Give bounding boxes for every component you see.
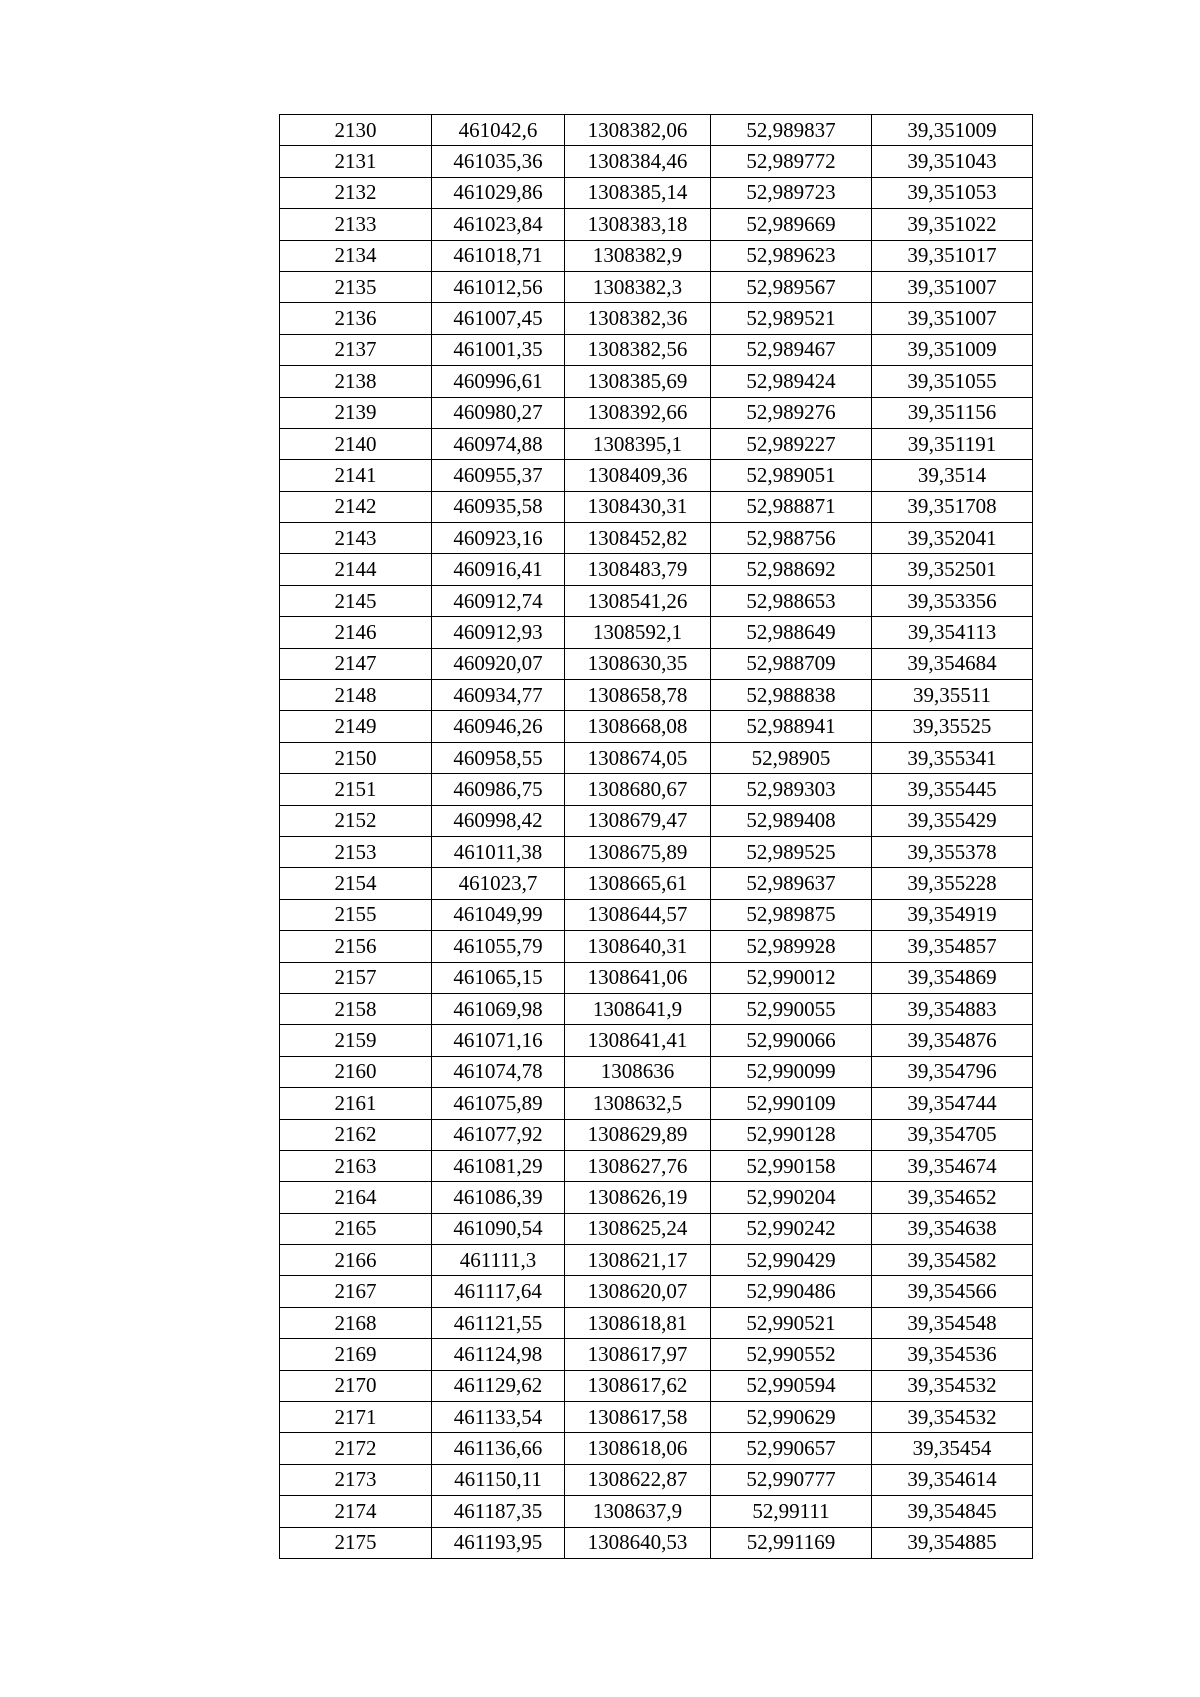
point-number-cell: 2133 — [280, 209, 432, 240]
point-number-cell: 2153 — [280, 836, 432, 867]
x-coordinate-cell: 460986,75 — [432, 774, 565, 805]
longitude-cell: 39,354885 — [872, 1527, 1033, 1558]
longitude-cell: 39,352501 — [872, 554, 1033, 585]
y-coordinate-cell: 1308621,17 — [565, 1245, 711, 1276]
longitude-cell: 39,351191 — [872, 428, 1033, 459]
longitude-cell: 39,354684 — [872, 648, 1033, 679]
x-coordinate-cell: 461133,54 — [432, 1402, 565, 1433]
x-coordinate-cell: 461018,71 — [432, 240, 565, 271]
table-row — [280, 523, 1033, 554]
table-row — [280, 993, 1033, 1024]
point-number-cell: 2151 — [280, 774, 432, 805]
y-coordinate-cell: 1308382,06 — [565, 115, 711, 146]
longitude-cell: 39,35525 — [872, 711, 1033, 742]
longitude-cell: 39,35454 — [872, 1433, 1033, 1464]
latitude-cell: 52,990066 — [711, 1025, 872, 1056]
table-row — [280, 868, 1033, 899]
longitude-cell: 39,355429 — [872, 805, 1033, 836]
x-coordinate-cell: 461069,98 — [432, 993, 565, 1024]
coordinates-table-body — [280, 115, 1033, 1559]
x-coordinate-cell: 460912,93 — [432, 617, 565, 648]
table-row — [280, 240, 1033, 271]
longitude-cell: 39,354113 — [872, 617, 1033, 648]
latitude-cell: 52,988838 — [711, 680, 872, 711]
table-row — [280, 428, 1033, 459]
latitude-cell: 52,990109 — [711, 1088, 872, 1119]
y-coordinate-cell: 1308675,89 — [565, 836, 711, 867]
point-number-cell: 2171 — [280, 1402, 432, 1433]
y-coordinate-cell: 1308592,1 — [565, 617, 711, 648]
y-coordinate-cell: 1308384,46 — [565, 146, 711, 177]
latitude-cell: 52,990158 — [711, 1150, 872, 1181]
table-row — [280, 962, 1033, 993]
longitude-cell: 39,354614 — [872, 1464, 1033, 1495]
longitude-cell: 39,354705 — [872, 1119, 1033, 1150]
y-coordinate-cell: 1308382,56 — [565, 334, 711, 365]
y-coordinate-cell: 1308632,5 — [565, 1088, 711, 1119]
longitude-cell: 39,355341 — [872, 742, 1033, 773]
x-coordinate-cell: 460934,77 — [432, 680, 565, 711]
x-coordinate-cell: 461121,55 — [432, 1307, 565, 1338]
longitude-cell: 39,351156 — [872, 397, 1033, 428]
y-coordinate-cell: 1308617,62 — [565, 1370, 711, 1401]
y-coordinate-cell: 1308641,41 — [565, 1025, 711, 1056]
longitude-cell: 39,354744 — [872, 1088, 1033, 1119]
y-coordinate-cell: 1308382,3 — [565, 271, 711, 302]
table-row — [280, 146, 1033, 177]
longitude-cell: 39,354857 — [872, 931, 1033, 962]
x-coordinate-cell: 461042,6 — [432, 115, 565, 146]
y-coordinate-cell: 1308392,66 — [565, 397, 711, 428]
point-number-cell: 2142 — [280, 491, 432, 522]
latitude-cell: 52,990552 — [711, 1339, 872, 1370]
longitude-cell: 39,354919 — [872, 899, 1033, 930]
latitude-cell: 52,988871 — [711, 491, 872, 522]
point-number-cell: 2141 — [280, 460, 432, 491]
table-row — [280, 397, 1033, 428]
y-coordinate-cell: 1308637,9 — [565, 1496, 711, 1527]
x-coordinate-cell: 461071,16 — [432, 1025, 565, 1056]
latitude-cell: 52,989875 — [711, 899, 872, 930]
y-coordinate-cell: 1308658,78 — [565, 680, 711, 711]
point-number-cell: 2143 — [280, 523, 432, 554]
y-coordinate-cell: 1308679,47 — [565, 805, 711, 836]
point-number-cell: 2144 — [280, 554, 432, 585]
x-coordinate-cell: 461074,78 — [432, 1056, 565, 1087]
latitude-cell: 52,990657 — [711, 1433, 872, 1464]
x-coordinate-cell: 461011,38 — [432, 836, 565, 867]
latitude-cell: 52,990204 — [711, 1182, 872, 1213]
latitude-cell: 52,989525 — [711, 836, 872, 867]
longitude-cell: 39,353356 — [872, 585, 1033, 616]
x-coordinate-cell: 461090,54 — [432, 1213, 565, 1244]
x-coordinate-cell: 461117,64 — [432, 1276, 565, 1307]
x-coordinate-cell: 461086,39 — [432, 1182, 565, 1213]
longitude-cell: 39,354532 — [872, 1370, 1033, 1401]
y-coordinate-cell: 1308627,76 — [565, 1150, 711, 1181]
x-coordinate-cell: 461136,66 — [432, 1433, 565, 1464]
point-number-cell: 2162 — [280, 1119, 432, 1150]
x-coordinate-cell: 461023,84 — [432, 209, 565, 240]
latitude-cell: 52,988941 — [711, 711, 872, 742]
table-row — [280, 680, 1033, 711]
point-number-cell: 2161 — [280, 1088, 432, 1119]
table-row — [280, 1370, 1033, 1401]
y-coordinate-cell: 1308452,82 — [565, 523, 711, 554]
point-number-cell: 2137 — [280, 334, 432, 365]
point-number-cell: 2140 — [280, 428, 432, 459]
longitude-cell: 39,351009 — [872, 115, 1033, 146]
latitude-cell: 52,988649 — [711, 617, 872, 648]
latitude-cell: 52,989623 — [711, 240, 872, 271]
point-number-cell: 2147 — [280, 648, 432, 679]
table-row — [280, 1339, 1033, 1370]
point-number-cell: 2167 — [280, 1276, 432, 1307]
point-number-cell: 2159 — [280, 1025, 432, 1056]
longitude-cell: 39,354638 — [872, 1213, 1033, 1244]
y-coordinate-cell: 1308618,81 — [565, 1307, 711, 1338]
table-row — [280, 1150, 1033, 1181]
latitude-cell: 52,99111 — [711, 1496, 872, 1527]
latitude-cell: 52,989303 — [711, 774, 872, 805]
point-number-cell: 2130 — [280, 115, 432, 146]
point-number-cell: 2175 — [280, 1527, 432, 1558]
table-row — [280, 899, 1033, 930]
x-coordinate-cell: 461111,3 — [432, 1245, 565, 1276]
y-coordinate-cell: 1308640,31 — [565, 931, 711, 962]
point-number-cell: 2169 — [280, 1339, 432, 1370]
point-number-cell: 2136 — [280, 303, 432, 334]
table-row — [280, 1307, 1033, 1338]
longitude-cell: 39,351009 — [872, 334, 1033, 365]
latitude-cell: 52,990012 — [711, 962, 872, 993]
y-coordinate-cell: 1308382,9 — [565, 240, 711, 271]
longitude-cell: 39,35511 — [872, 680, 1033, 711]
point-number-cell: 2139 — [280, 397, 432, 428]
point-number-cell: 2172 — [280, 1433, 432, 1464]
latitude-cell: 52,990099 — [711, 1056, 872, 1087]
longitude-cell: 39,352041 — [872, 523, 1033, 554]
latitude-cell: 52,989521 — [711, 303, 872, 334]
latitude-cell: 52,990128 — [711, 1119, 872, 1150]
table-row — [280, 1088, 1033, 1119]
x-coordinate-cell: 460955,37 — [432, 460, 565, 491]
longitude-cell: 39,351007 — [872, 271, 1033, 302]
table-row — [280, 585, 1033, 616]
latitude-cell: 52,990429 — [711, 1245, 872, 1276]
latitude-cell: 52,990055 — [711, 993, 872, 1024]
table-row — [280, 1213, 1033, 1244]
longitude-cell: 39,354869 — [872, 962, 1033, 993]
table-row — [280, 711, 1033, 742]
point-number-cell: 2166 — [280, 1245, 432, 1276]
latitude-cell: 52,990594 — [711, 1370, 872, 1401]
point-number-cell: 2155 — [280, 899, 432, 930]
latitude-cell: 52,989227 — [711, 428, 872, 459]
y-coordinate-cell: 1308636 — [565, 1056, 711, 1087]
longitude-cell: 39,351053 — [872, 177, 1033, 208]
x-coordinate-cell: 460996,61 — [432, 366, 565, 397]
longitude-cell: 39,351017 — [872, 240, 1033, 271]
x-coordinate-cell: 460916,41 — [432, 554, 565, 585]
point-number-cell: 2154 — [280, 868, 432, 899]
longitude-cell: 39,351055 — [872, 366, 1033, 397]
x-coordinate-cell: 460946,26 — [432, 711, 565, 742]
table-row — [280, 491, 1033, 522]
y-coordinate-cell: 1308626,19 — [565, 1182, 711, 1213]
point-number-cell: 2138 — [280, 366, 432, 397]
x-coordinate-cell: 461193,95 — [432, 1527, 565, 1558]
point-number-cell: 2132 — [280, 177, 432, 208]
longitude-cell: 39,355228 — [872, 868, 1033, 899]
latitude-cell: 52,990486 — [711, 1276, 872, 1307]
y-coordinate-cell: 1308625,24 — [565, 1213, 711, 1244]
longitude-cell: 39,3514 — [872, 460, 1033, 491]
latitude-cell: 52,990777 — [711, 1464, 872, 1495]
y-coordinate-cell: 1308641,9 — [565, 993, 711, 1024]
longitude-cell: 39,354883 — [872, 993, 1033, 1024]
table-row — [280, 366, 1033, 397]
y-coordinate-cell: 1308665,61 — [565, 868, 711, 899]
latitude-cell: 52,989669 — [711, 209, 872, 240]
x-coordinate-cell: 461187,35 — [432, 1496, 565, 1527]
latitude-cell: 52,990629 — [711, 1402, 872, 1433]
coordinates-table — [279, 114, 1033, 1559]
longitude-cell: 39,354674 — [872, 1150, 1033, 1181]
table-row — [280, 460, 1033, 491]
x-coordinate-cell: 460912,74 — [432, 585, 565, 616]
x-coordinate-cell: 461007,45 — [432, 303, 565, 334]
x-coordinate-cell: 461035,36 — [432, 146, 565, 177]
latitude-cell: 52,989424 — [711, 366, 872, 397]
latitude-cell: 52,989467 — [711, 334, 872, 365]
y-coordinate-cell: 1308680,67 — [565, 774, 711, 805]
y-coordinate-cell: 1308383,18 — [565, 209, 711, 240]
y-coordinate-cell: 1308629,89 — [565, 1119, 711, 1150]
table-row — [280, 774, 1033, 805]
longitude-cell: 39,354845 — [872, 1496, 1033, 1527]
point-number-cell: 2152 — [280, 805, 432, 836]
latitude-cell: 52,989723 — [711, 177, 872, 208]
latitude-cell: 52,990242 — [711, 1213, 872, 1244]
y-coordinate-cell: 1308630,35 — [565, 648, 711, 679]
table-row — [280, 742, 1033, 773]
point-number-cell: 2156 — [280, 931, 432, 962]
table-row — [280, 1433, 1033, 1464]
latitude-cell: 52,988653 — [711, 585, 872, 616]
y-coordinate-cell: 1308617,97 — [565, 1339, 711, 1370]
latitude-cell: 52,989051 — [711, 460, 872, 491]
latitude-cell: 52,988756 — [711, 523, 872, 554]
x-coordinate-cell: 461075,89 — [432, 1088, 565, 1119]
point-number-cell: 2158 — [280, 993, 432, 1024]
point-number-cell: 2157 — [280, 962, 432, 993]
longitude-cell: 39,351007 — [872, 303, 1033, 334]
x-coordinate-cell: 460935,58 — [432, 491, 565, 522]
table-row — [280, 931, 1033, 962]
longitude-cell: 39,355445 — [872, 774, 1033, 805]
x-coordinate-cell: 461012,56 — [432, 271, 565, 302]
y-coordinate-cell: 1308617,58 — [565, 1402, 711, 1433]
table-row — [280, 1245, 1033, 1276]
y-coordinate-cell: 1308430,31 — [565, 491, 711, 522]
longitude-cell: 39,355378 — [872, 836, 1033, 867]
latitude-cell: 52,98905 — [711, 742, 872, 773]
longitude-cell: 39,354876 — [872, 1025, 1033, 1056]
longitude-cell: 39,354536 — [872, 1339, 1033, 1370]
x-coordinate-cell: 460998,42 — [432, 805, 565, 836]
point-number-cell: 2134 — [280, 240, 432, 271]
point-number-cell: 2145 — [280, 585, 432, 616]
table-row — [280, 1182, 1033, 1213]
table-row — [280, 1025, 1033, 1056]
y-coordinate-cell: 1308541,26 — [565, 585, 711, 616]
x-coordinate-cell: 460920,07 — [432, 648, 565, 679]
table-row — [280, 271, 1033, 302]
longitude-cell: 39,354532 — [872, 1402, 1033, 1433]
x-coordinate-cell: 460974,88 — [432, 428, 565, 459]
x-coordinate-cell: 461055,79 — [432, 931, 565, 962]
x-coordinate-cell: 461124,98 — [432, 1339, 565, 1370]
x-coordinate-cell: 460923,16 — [432, 523, 565, 554]
x-coordinate-cell: 461150,11 — [432, 1464, 565, 1495]
y-coordinate-cell: 1308640,53 — [565, 1527, 711, 1558]
table-row — [280, 1496, 1033, 1527]
x-coordinate-cell: 461023,7 — [432, 868, 565, 899]
table-row — [280, 209, 1033, 240]
point-number-cell: 2173 — [280, 1464, 432, 1495]
point-number-cell: 2131 — [280, 146, 432, 177]
longitude-cell: 39,354796 — [872, 1056, 1033, 1087]
y-coordinate-cell: 1308483,79 — [565, 554, 711, 585]
y-coordinate-cell: 1308382,36 — [565, 303, 711, 334]
latitude-cell: 52,991169 — [711, 1527, 872, 1558]
y-coordinate-cell: 1308622,87 — [565, 1464, 711, 1495]
y-coordinate-cell: 1308641,06 — [565, 962, 711, 993]
table-row — [280, 177, 1033, 208]
y-coordinate-cell: 1308395,1 — [565, 428, 711, 459]
longitude-cell: 39,351022 — [872, 209, 1033, 240]
table-row — [280, 617, 1033, 648]
table-row — [280, 648, 1033, 679]
y-coordinate-cell: 1308618,06 — [565, 1433, 711, 1464]
table-row — [280, 303, 1033, 334]
latitude-cell: 52,989772 — [711, 146, 872, 177]
table-row — [280, 836, 1033, 867]
table-row — [280, 554, 1033, 585]
point-number-cell: 2160 — [280, 1056, 432, 1087]
x-coordinate-cell: 461001,35 — [432, 334, 565, 365]
latitude-cell: 52,988709 — [711, 648, 872, 679]
table-row — [280, 1402, 1033, 1433]
y-coordinate-cell: 1308385,14 — [565, 177, 711, 208]
table-row — [280, 334, 1033, 365]
y-coordinate-cell: 1308620,07 — [565, 1276, 711, 1307]
table-row — [280, 115, 1033, 146]
point-number-cell: 2149 — [280, 711, 432, 742]
x-coordinate-cell: 460958,55 — [432, 742, 565, 773]
table-row — [280, 1276, 1033, 1307]
point-number-cell: 2174 — [280, 1496, 432, 1527]
point-number-cell: 2170 — [280, 1370, 432, 1401]
table-row — [280, 1464, 1033, 1495]
point-number-cell: 2135 — [280, 271, 432, 302]
longitude-cell: 39,354652 — [872, 1182, 1033, 1213]
x-coordinate-cell: 461129,62 — [432, 1370, 565, 1401]
x-coordinate-cell: 460980,27 — [432, 397, 565, 428]
y-coordinate-cell: 1308385,69 — [565, 366, 711, 397]
point-number-cell: 2164 — [280, 1182, 432, 1213]
y-coordinate-cell: 1308674,05 — [565, 742, 711, 773]
x-coordinate-cell: 461077,92 — [432, 1119, 565, 1150]
x-coordinate-cell: 461049,99 — [432, 899, 565, 930]
x-coordinate-cell: 461029,86 — [432, 177, 565, 208]
table-row — [280, 1056, 1033, 1087]
longitude-cell: 39,354566 — [872, 1276, 1033, 1307]
latitude-cell: 52,989928 — [711, 931, 872, 962]
point-number-cell: 2146 — [280, 617, 432, 648]
table-row — [280, 1527, 1033, 1558]
point-number-cell: 2148 — [280, 680, 432, 711]
x-coordinate-cell: 461065,15 — [432, 962, 565, 993]
latitude-cell: 52,989408 — [711, 805, 872, 836]
point-number-cell: 2163 — [280, 1150, 432, 1181]
latitude-cell: 52,989637 — [711, 868, 872, 899]
y-coordinate-cell: 1308668,08 — [565, 711, 711, 742]
latitude-cell: 52,989567 — [711, 271, 872, 302]
y-coordinate-cell: 1308409,36 — [565, 460, 711, 491]
longitude-cell: 39,351043 — [872, 146, 1033, 177]
latitude-cell: 52,989276 — [711, 397, 872, 428]
y-coordinate-cell: 1308644,57 — [565, 899, 711, 930]
longitude-cell: 39,354548 — [872, 1307, 1033, 1338]
latitude-cell: 52,990521 — [711, 1307, 872, 1338]
point-number-cell: 2165 — [280, 1213, 432, 1244]
latitude-cell: 52,988692 — [711, 554, 872, 585]
table-row — [280, 805, 1033, 836]
point-number-cell: 2150 — [280, 742, 432, 773]
longitude-cell: 39,351708 — [872, 491, 1033, 522]
latitude-cell: 52,989837 — [711, 115, 872, 146]
longitude-cell: 39,354582 — [872, 1245, 1033, 1276]
table-row — [280, 1119, 1033, 1150]
x-coordinate-cell: 461081,29 — [432, 1150, 565, 1181]
point-number-cell: 2168 — [280, 1307, 432, 1338]
